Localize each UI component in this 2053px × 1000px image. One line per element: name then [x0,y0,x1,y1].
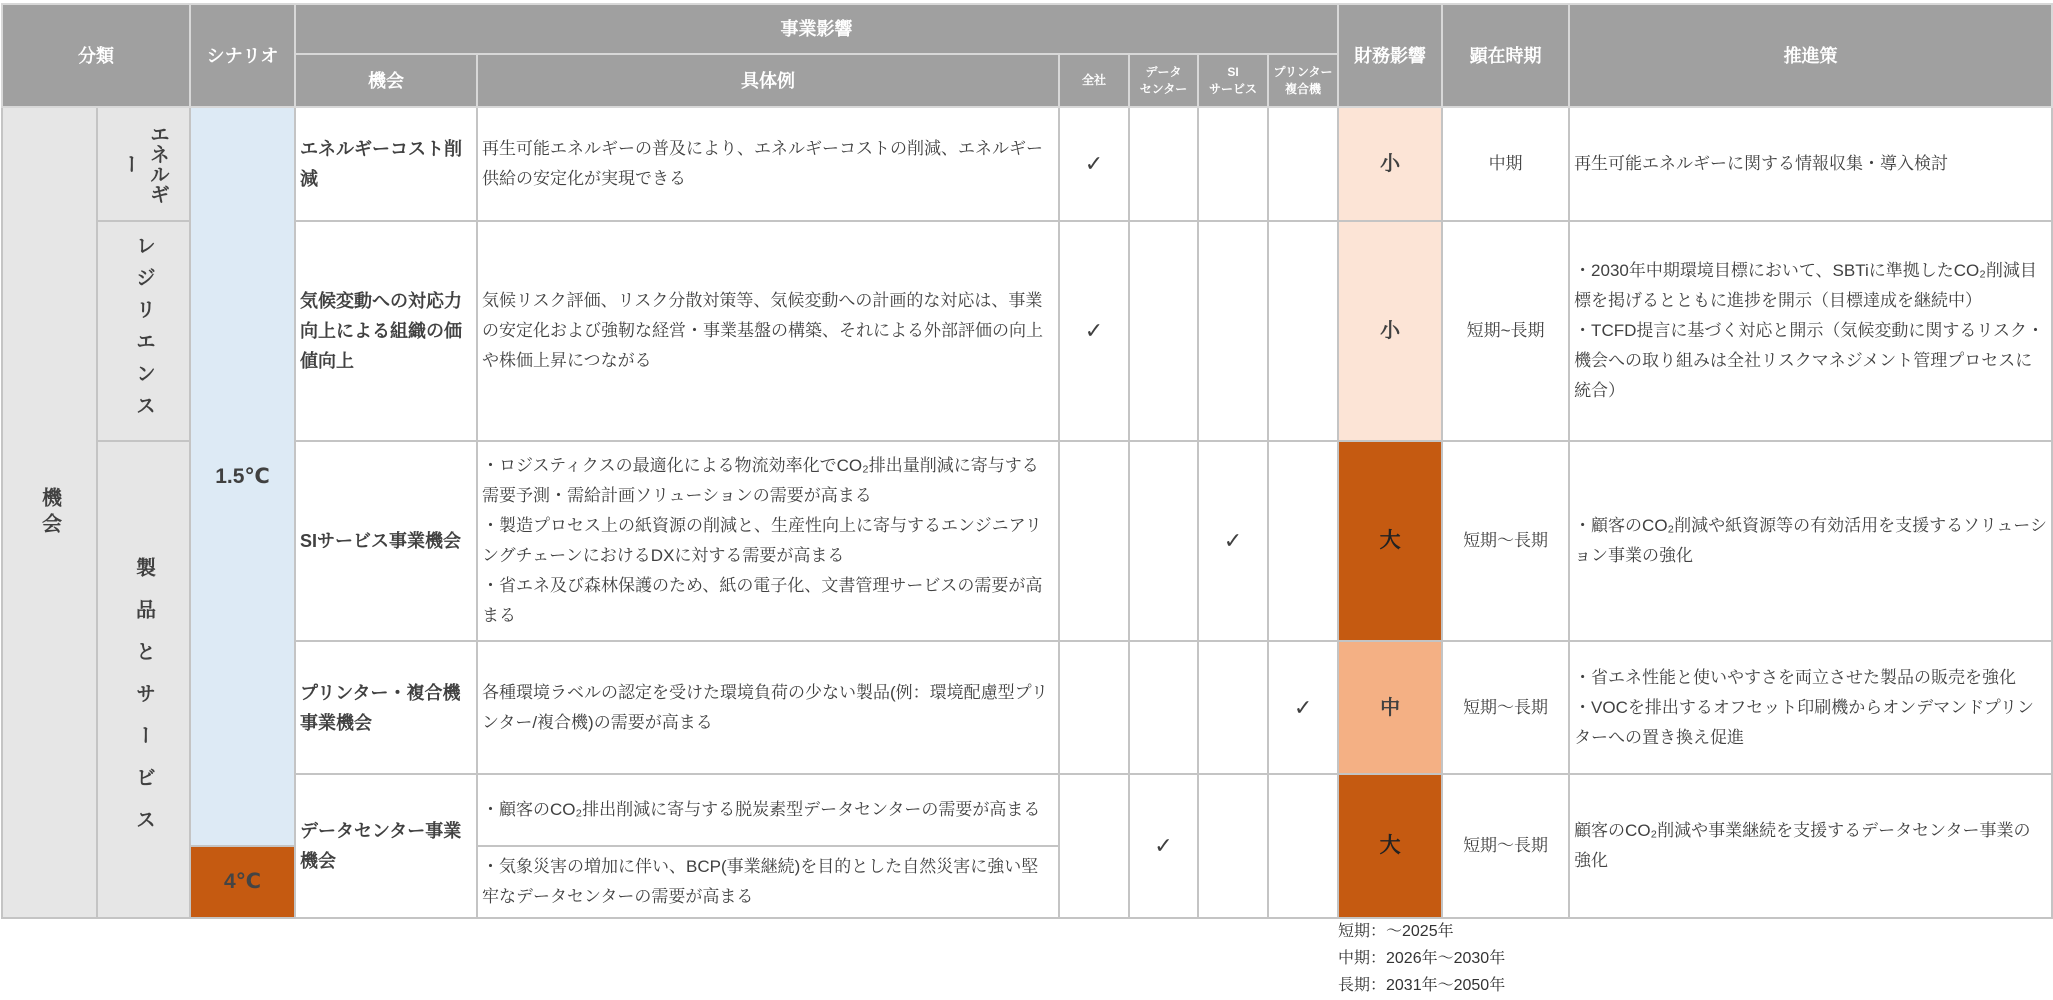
header-example: 具体例 [477,54,1059,107]
note-short-term: 短期：～2025年 [1338,923,1454,940]
example-cell: ・ロジスティクスの最適化による物流効率化でCO₂排出量削減に寄与する需要予測・需給計画ソリューションの需要が高まる ・製造プロセス上の紙資源の削減と、生産性向上に寄与するエンジニアリングチェーンにおけるDXに対する需要が高まる ・省エネ及び森林保護のため、紙の電子化、文書管理サービスの需要が高まる [477,441,1059,641]
measures-cell: ・2030年中期環境目標において、SBTiに準拠したCO₂削減目標を掲げるとともに進捗を開示（目標達成を継続中） ・TCFD提言に基づく対応と開示（気候変動に関するリスク・機会への取り組みは全社リスクマネジメント管理プロセスに統合） [1569,221,2052,441]
header-business-impact: 事業影響 [295,4,1338,54]
scenario-4: 4℃ [190,846,295,918]
example-cell: 各種環境ラベルの認定を受けた環境負荷の少ない製品(例：環境配慮型プリンター/複合機)の需要が高まる [477,641,1059,774]
header-si-service: SI サービス [1198,54,1268,107]
table-row [2,107,2052,221]
opportunity-cell: データセンター事業機会 [295,774,477,918]
timing-cell: 短期～長期 [1442,774,1569,918]
header-data-center: データ センター [1129,54,1198,107]
example-cell: ・顧客のCO₂排出削減に寄与する脱炭素型データセンターの需要が高まる [477,774,1059,846]
timing-cell: 短期～長期 [1442,441,1569,641]
measures-cell: 再生可能エネルギーに関する情報収集・導入検討 [1569,107,2052,221]
category-main: 機会 [2,107,97,918]
note-long-term: 長期：2031年～2050年 [1338,977,1506,994]
financial-impact-cell: 大 [1338,441,1442,641]
table-row [2,441,2052,641]
check-mark: ✓ [1059,221,1129,441]
header-opportunity: 機会 [295,54,477,107]
subcategory-energy: エネルギー [97,107,190,221]
check-mark: ✓ [1268,641,1338,774]
check-mark: ✓ [1129,774,1198,918]
header-measures: 推進策 [1569,4,2052,107]
measures-cell: 顧客のCO₂削減や事業継続を支援するデータセンター事業の強化 [1569,774,2052,918]
example-cell: 再生可能エネルギーの普及により、エネルギーコストの削減、エネルギー供給の安定化が実現できる [477,107,1059,221]
financial-impact-cell: 中 [1338,641,1442,774]
timing-cell: 短期～長期 [1442,641,1569,774]
table-row [2,774,2052,846]
financial-impact-cell: 大 [1338,774,1442,918]
header-printer: プリンター 複合機 [1268,54,1338,107]
check-mark: ✓ [1198,441,1268,641]
opportunity-table [1,3,2053,919]
timing-notes [1338,918,1505,999]
header-category: 分類 [2,4,190,107]
timing-cell: 短期~長期 [1442,221,1569,441]
example-cell: 気候リスク評価、リスク分散対策等、気候変動への計画的な対応は、事業の安定化および強靭な経営・事業基盤の構築、それによる外部評価の向上や株価上昇につながる [477,221,1059,441]
scenario-1-5: 1.5℃ [190,107,295,846]
measures-cell: ・顧客のCO₂削減や紙資源等の有効活用を支援するソリューション事業の強化 [1569,441,2052,641]
financial-impact-cell: 小 [1338,221,1442,441]
header-company-wide: 全社 [1059,54,1129,107]
opportunity-cell: プリンター・複合機事業機会 [295,641,477,774]
table-row [2,641,2052,774]
financial-impact-cell: 小 [1338,107,1442,221]
header-scenario: シナリオ [190,4,295,107]
subcategory-resilience: レジリエンス [97,221,190,441]
timing-cell: 中期 [1442,107,1569,221]
opportunity-cell: SIサービス事業機会 [295,441,477,641]
table-row [2,221,2052,441]
header-financial-impact: 財務影響 [1338,4,1442,107]
opportunity-cell: エネルギーコスト削減 [295,107,477,221]
measures-cell: ・省エネ性能と使いやすさを両立させた製品の販売を強化 ・VOCを排出するオフセット印刷機からオンデマンドプリンターへの置き換え促進 [1569,641,2052,774]
check-mark: ✓ [1059,107,1129,221]
header-timing: 顕在時期 [1442,4,1569,107]
example-cell: ・気象災害の増加に伴い、BCP(事業継続)を目的とした自然災害に強い堅牢なデータセンターの需要が高まる [477,846,1059,918]
note-mid-term: 中期：2026年～2030年 [1338,950,1506,967]
opportunity-cell: 気候変動への対応力向上による組織の価値向上 [295,221,477,441]
subcategory-products: 製品とサービス [97,441,190,918]
